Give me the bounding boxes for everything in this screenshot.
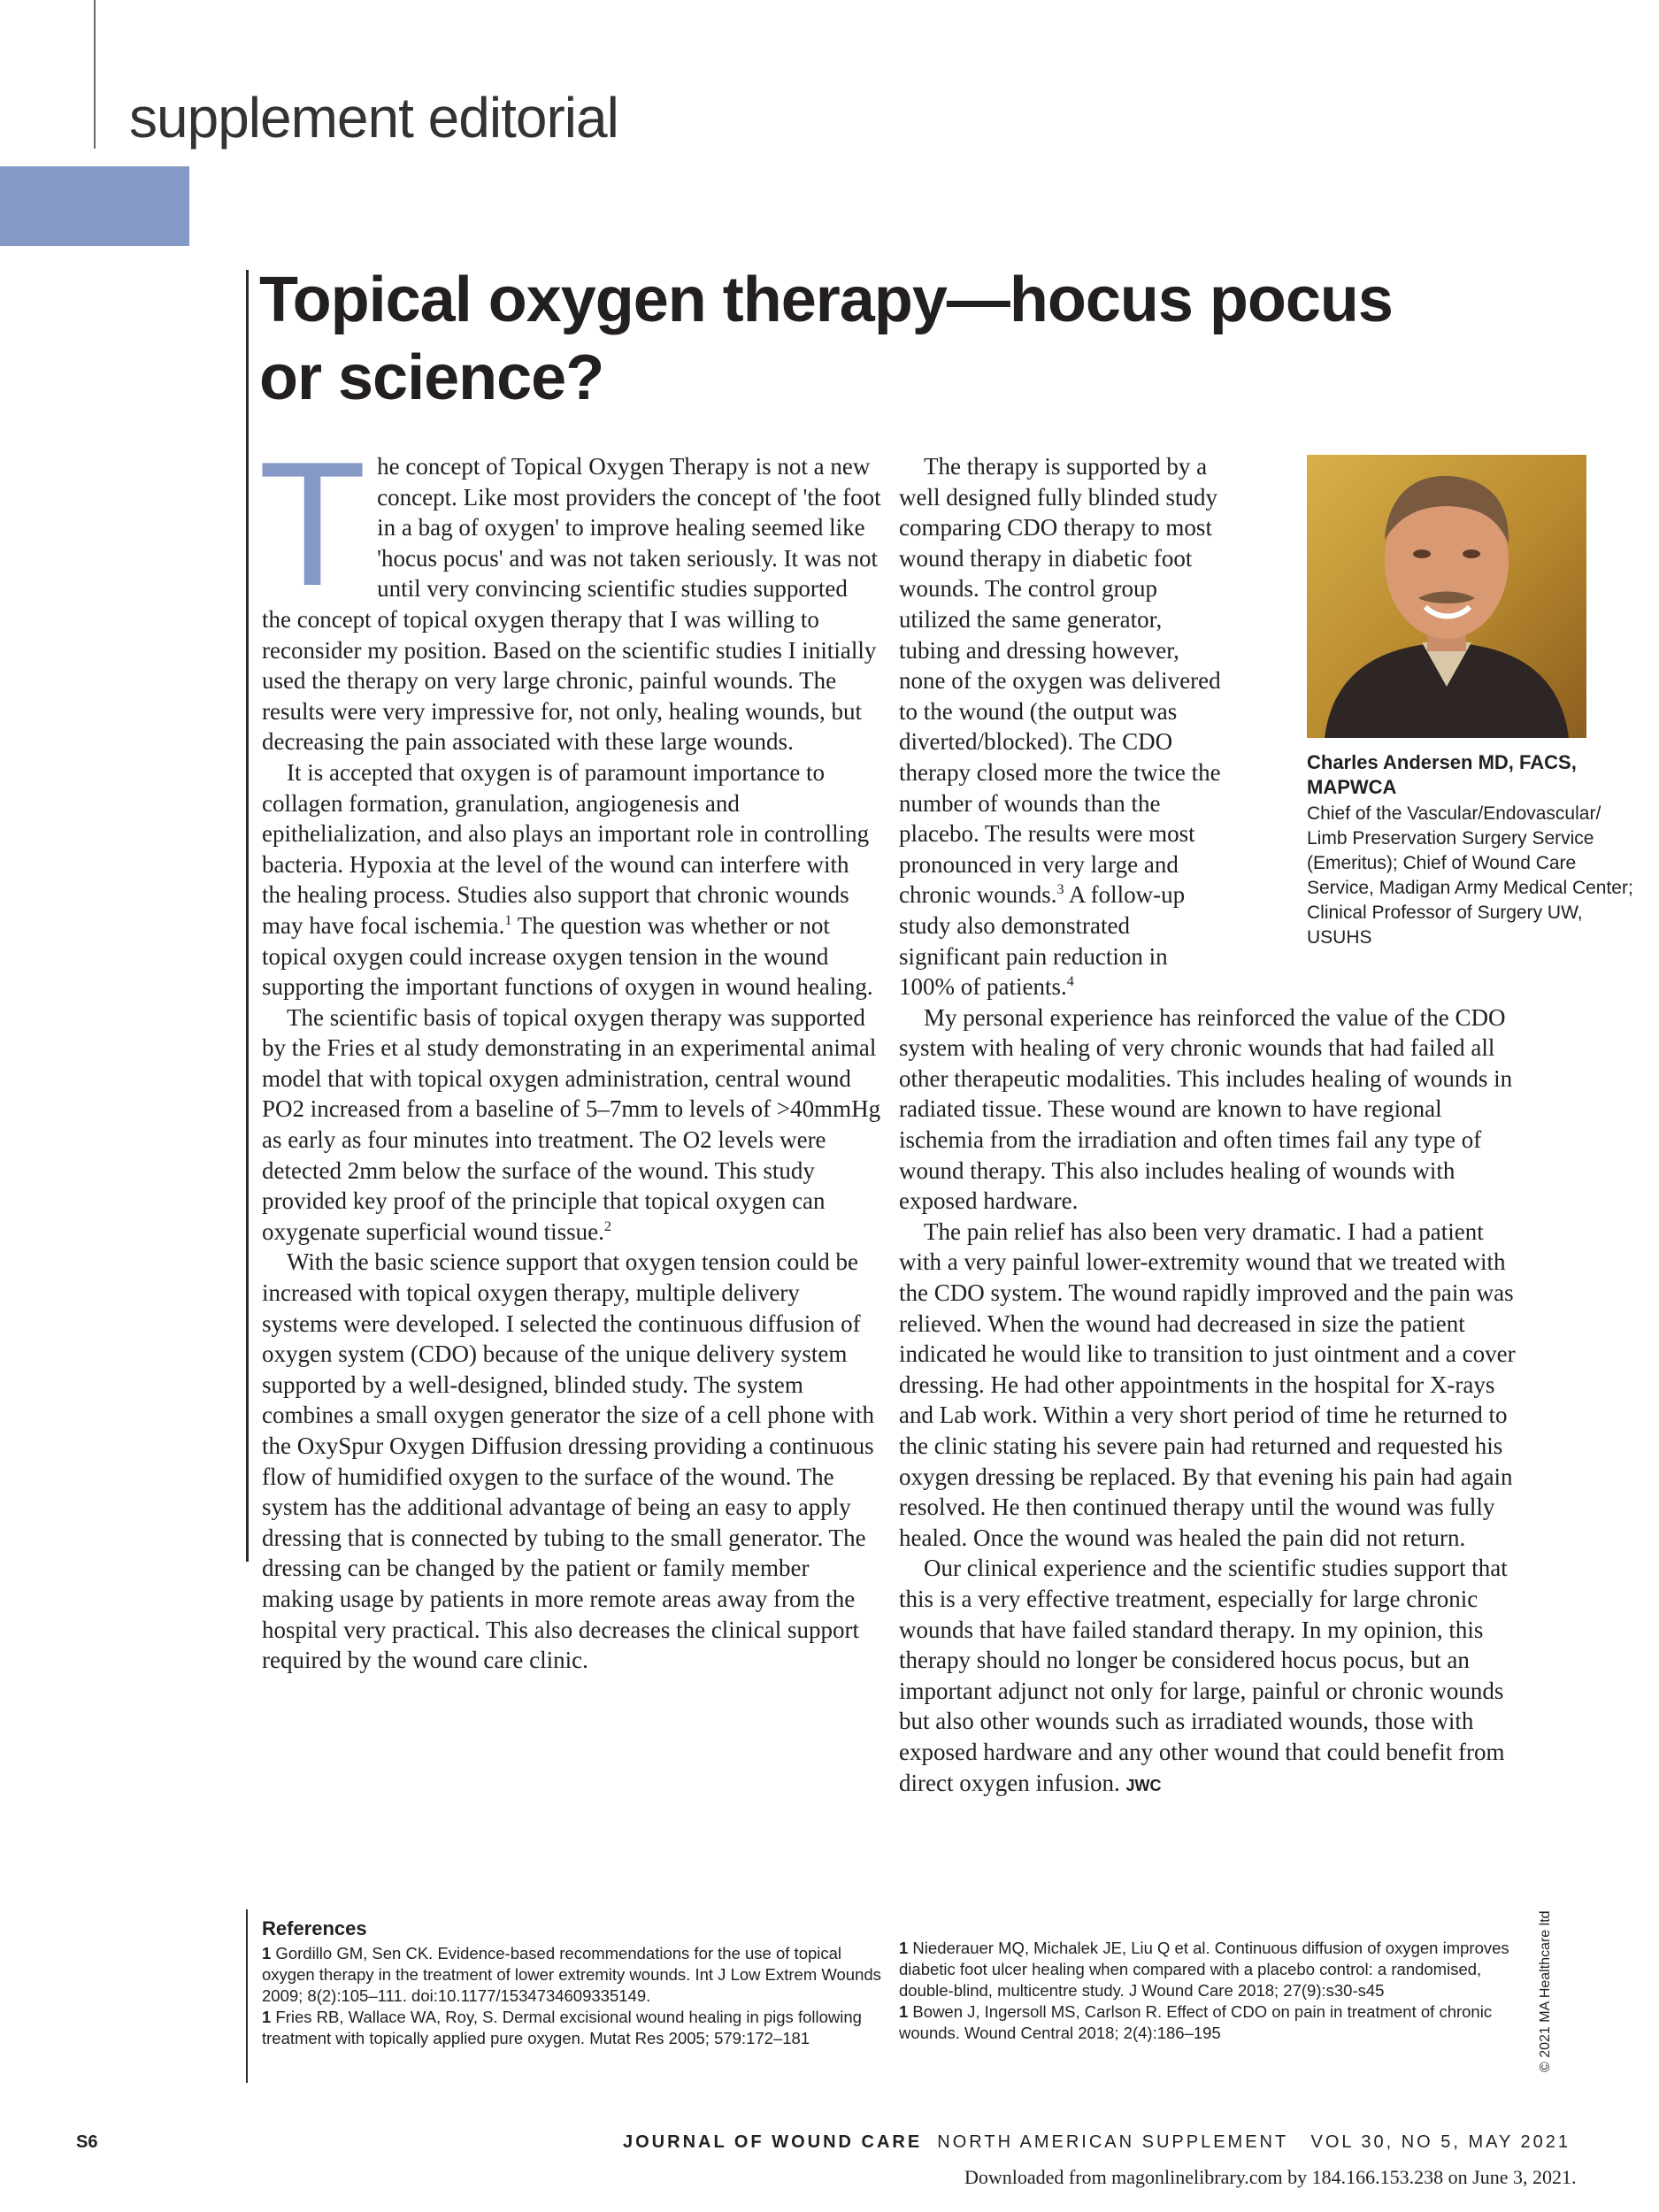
paragraph-2 xyxy=(262,757,881,1002)
p5-line: pronounced in very large and xyxy=(899,850,1179,878)
paragraph-8-text: Our clinical experience and the scientific studies support that this is a very effective treatment, especially for large chronic wounds that have failed standard therapy. In my opinion, this therapy should no longer be considered hocus pocus, but an important adjunct not only for large, painful or chronic wounds but also other wounds such as irradiated wounds, those with exposed hardware and any other wound that could benefit from direct oxygen infusion. xyxy=(899,1555,1508,1796)
reference-text: Fries RB, Wallace WA, Roy, S. Dermal excisional wound healing in pigs following treatment with topically applied pure oxygen. Mutat Res 2005; 579:172–181 xyxy=(262,2008,862,2047)
author-caption xyxy=(1307,750,1643,950)
download-note: Downloaded from magonlinelibrary.com by 184.166.153.238 on June 3, 2021. xyxy=(964,2166,1577,2188)
issue-info: NORTH AMERICAN SUPPLEMENT VOL 30, NO 5, MAY 2021 xyxy=(922,2132,1571,2152)
reference-number: 1 xyxy=(899,2002,909,2021)
p5-line: 100% of patients. xyxy=(899,973,1067,1001)
end-mark: JWC xyxy=(1125,1776,1162,1794)
references-heading: References xyxy=(262,1917,367,1939)
article-title: Topical oxygen therapy—hocus pocus or science? xyxy=(259,265,1393,413)
p5-line: A follow-up xyxy=(1064,881,1186,909)
p5-line: The therapy is supported by a xyxy=(924,453,1208,480)
paragraph-3-text: The scientific basis of topical oxygen therapy was supported by the Fries et al study demonstrating in an experimental animal model that with topical oxygen administration, central wound PO2 increased from a baseline of 5–7mm to levels of >40mmHg as early as four minutes into treatment. The O2 levels were detected 2mm below the surface of the wound. This study provided key proof of the principle that topical oxygen can oxygenate superficial wound tissue. xyxy=(262,1003,881,1245)
p5-line: placebo. The results were most xyxy=(899,820,1195,848)
reference-item xyxy=(899,2001,1509,2044)
p5-line: wounds. The control group xyxy=(899,575,1157,603)
author-role: Chief of the Vascular/Endovascular/ Limb Preservation Surgery Service (Emeritus); Chief of Wound Care Service, Madigan Army Medical Center; Clinical Professor of Surgery UW, USUHS xyxy=(1307,803,1633,948)
paragraph-3 xyxy=(262,1002,881,1248)
p5-line: tubing and dressing however, xyxy=(899,636,1179,664)
reference-text: Bowen J, Ingersoll MS, Carlson R. Effect of CDO on pain in treatment of chronic wounds. Wound Central 2018; 2(4):186–195 xyxy=(899,2002,1493,2042)
paragraph-1-text: he concept of Topical Oxygen Therapy is not a new concept. Like most providers the concept of 'the foot in a bag of oxygen' to improve healing seemed like 'hocus pocus' and was not taken seriously. It was not until very convincing scientific studies supported the concept of topical oxygen therapy that I was willing to reconsider my position. Based on the scientific studies I initially used the therapy on very large chronic, painful wounds. The results were very impressive for, not only, healing wounds, but decreasing the pain associated with these large wounds. xyxy=(262,453,881,756)
left-column xyxy=(258,426,881,1676)
p5-line: wound therapy in diabetic foot xyxy=(899,544,1193,572)
paragraph-8 xyxy=(899,1553,1518,1801)
paragraph-4: With the basic science support that oxygen tension could be increased with topical oxygen therapy, multiple delivery systems were developed. I selected the continuous diffusion of oxygen system (CDO) because of the unique delivery system supported by a well-designed, blinded study. The system combines a small oxygen generator the size of a cell phone with the OxySpur Oxygen Diffusion dressing providing a continuous flow of humidified oxygen to the surface of the wound. The system has the additional advantage of being an easy to apply dressing that is connected by tubing to the small generator. The dressing can be changed by the patient or family member making usage by patients in more remote areas away from the hospital very practical. This also decreases the clinical support required by the wound care clinic. xyxy=(262,1248,875,1674)
p5-line: study also demonstrated xyxy=(899,911,1130,939)
section-divider xyxy=(94,0,96,149)
reference-number: 1 xyxy=(262,2008,272,2026)
section-accent-block xyxy=(0,166,189,246)
journal-name: JOURNAL OF WOUND CARE xyxy=(623,2132,923,2152)
copyright-note: © 2021 MA Healthcare ltd xyxy=(1538,1910,1553,2072)
references-rule xyxy=(246,1909,248,2083)
citation-3: 3 xyxy=(1056,881,1064,898)
paragraph-5 xyxy=(899,451,1288,1002)
paragraph-6: My personal experience has reinforced the value of the CDO system with healing of very chronic wounds that had failed all other therapeutic modalities. This includes healing of wounds in radiated tissue. These wound are known to have regional ischemia from the irradiation and often times fail any type of wound therapy. This also includes healing of wounds with exposed hardware. xyxy=(899,1003,1513,1215)
paragraph-2-tail: The question was whether or not topical oxygen could increase oxygen tension in the wound supporting the important functions of oxygen in wound healing. xyxy=(262,911,873,1001)
p5-line: none of the oxygen was delivered xyxy=(899,667,1221,695)
reference-item xyxy=(262,2007,881,2049)
citation-4: 4 xyxy=(1066,973,1074,990)
paragraph-7: The pain relief has also been very dramatic. I had a patient with a very painful lower-extremity wound that we treated with the CDO system. The wound rapidly improved and the pain was relieved. When the wound had decreased in size the patient indicated he would like to transition to just ointment and a cover dressing. He had other appointments in the hospital for X-rays and Lab work. Within a very short period of time he returned to the clinic stating his severe pain had returned and requested his oxygen dressing be replaced. By that evening his pain had again resolved. He then continued therapy until the wound was fully healed. Once the wound was healed the pain did not return. xyxy=(899,1217,1516,1551)
citation-2: 2 xyxy=(603,1217,611,1234)
citation-1: 1 xyxy=(504,911,512,928)
reference-item xyxy=(899,1938,1509,2001)
reference-text: Niederauer MQ, Michalek JE, Liu Q et al. Continuous diffusion of oxygen improves diabetic foot ulcer healing when compared with a placebo control: a randomised, double-blind, multicentre study. J Wound Care 2018; 27(9):s30-s45 xyxy=(899,1939,1509,2000)
paragraph-2-text: It is accepted that oxygen is of paramount importance to collagen formation, granulation, angiogenesis and epithelialization, and also plays an important role in controlling bacteria. Hypoxia at the level of the wound can interfere with the healing process. Studies also support that chronic wounds may have focal ischemia. xyxy=(262,758,870,939)
p5-line: well designed fully blinded study xyxy=(899,483,1217,511)
p5-line: chronic wounds. xyxy=(899,881,1057,909)
author-portrait-image xyxy=(1307,455,1586,738)
p5-line: significant pain reduction in xyxy=(899,942,1168,970)
p5-line: diverted/blocked). The CDO xyxy=(899,728,1173,756)
references-left xyxy=(262,1916,881,2049)
page-number: S6 xyxy=(76,2132,98,2152)
running-footer xyxy=(623,2132,1571,2153)
p5-line: number of wounds than the xyxy=(899,789,1161,817)
reference-number: 1 xyxy=(899,1939,909,1957)
paragraph-1 xyxy=(258,426,881,757)
p5-line: to the wound (the output was xyxy=(899,697,1178,725)
author-portrait xyxy=(1307,455,1586,738)
p5-line: therapy closed more the twice the xyxy=(899,758,1221,786)
reference-item xyxy=(262,1943,881,2007)
reference-number: 1 xyxy=(262,1944,272,1962)
author-name: Charles Andersen MD, FACS, MAPWCA xyxy=(1307,751,1577,798)
p5-line: comparing CDO therapy to most xyxy=(899,514,1212,541)
reference-text: Gordillo GM, Sen CK. Evidence-based recommendations for the use of topical oxygen therapy in the treatment of lower extremity wounds. Int J Low Extrem Wounds 2009; 8(2):105–111. doi:10.1177/1534734609335149. xyxy=(262,1944,881,2005)
drop-cap: T xyxy=(258,426,367,623)
p5-line: utilized the same generator, xyxy=(899,605,1163,633)
section-label: supplement editorial xyxy=(129,86,618,150)
title-rule xyxy=(246,270,249,1562)
references-right xyxy=(899,1938,1509,2044)
